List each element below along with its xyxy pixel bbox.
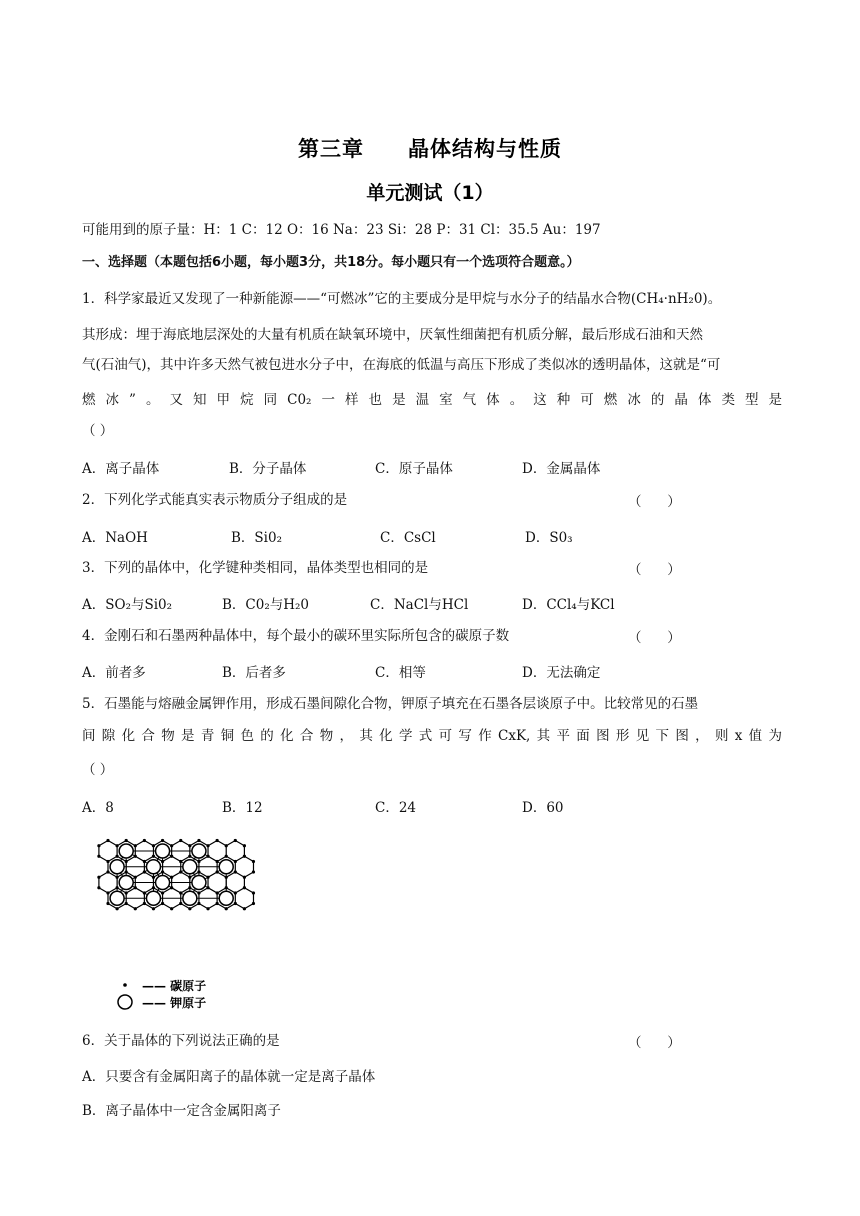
- potassium-atom: [119, 876, 133, 890]
- q3-stem: 3．下列的晶体中，化学键种类相同，晶体类型也相同的是: [82, 560, 429, 576]
- q1-option-a: A．离子晶体: [82, 461, 160, 477]
- carbon-atom: [197, 839, 200, 842]
- carbon-atom: [179, 839, 182, 842]
- q1-line-4: 燃冰”。又知甲烷同C0₂一样也是温室气体。这种可燃冰的晶体类型是: [82, 392, 782, 408]
- carbon-atom: [225, 844, 228, 847]
- q2-option-a: A．NaOH: [82, 530, 148, 546]
- q2-option-b: B．Si0₂: [231, 530, 282, 546]
- q5-option-d: D．60: [522, 800, 564, 816]
- carbon-atom: [97, 876, 100, 879]
- q5-line-1: 5．石墨能与熔融金属钾作用，形成石墨间隙化合物，钾原子填充在石墨各层谈原子中。比较常见的石墨: [82, 696, 699, 712]
- q6-option-b: B．离子晶体中一定含金属阳离子: [82, 1103, 281, 1119]
- carbon-atom: [243, 907, 246, 910]
- carbon-atom: [206, 907, 209, 910]
- carbon-atom: [134, 844, 137, 847]
- carbon-atom: [234, 839, 237, 842]
- q6-stem: 6．关于晶体的下列说法正确的是: [82, 1033, 280, 1049]
- q5-option-a: A．8: [82, 800, 114, 816]
- carbon-atom: [243, 844, 246, 847]
- carbon-atom: [106, 860, 109, 863]
- carbon-atom: [125, 839, 128, 842]
- carbon-atom: [206, 844, 209, 847]
- carbon-atom: [252, 902, 255, 905]
- q2-option-d: D．S0₃: [525, 530, 573, 546]
- carbon-atom: [152, 844, 155, 847]
- q4-option-c: C．相等: [375, 665, 426, 681]
- carbon-atom: [243, 876, 246, 879]
- q1-line-3: 气(石油气)，其中许多天然气被包进水分子中，在海底的低温与高压下形成了类似冰的透明晶体，这就是“可: [82, 357, 721, 373]
- potassium-atom: [110, 860, 124, 874]
- carbon-atom: [225, 907, 228, 910]
- q1-option-c: C．原子晶体: [375, 461, 453, 477]
- q5-option-b: B．12: [222, 800, 263, 816]
- carbon-atom: [234, 902, 237, 905]
- carbon-atom: [252, 870, 255, 873]
- carbon-atom: [106, 870, 109, 873]
- potassium-atom: [156, 844, 170, 858]
- carbon-atom: [188, 844, 191, 847]
- lattice-drawing: [97, 839, 255, 910]
- q3-option-c: C．NaCl与HCl: [370, 597, 469, 613]
- q5-answer-paren: （ ）: [82, 762, 114, 778]
- potassium-atom: [219, 891, 233, 905]
- potassium-atom: [110, 891, 124, 905]
- carbon-atom: [216, 839, 219, 842]
- carbon-atom: [179, 902, 182, 905]
- potassium-atom: [156, 876, 170, 890]
- carbon-atom: [115, 855, 118, 858]
- q1-line-2: 其形成：埋于海底地层深处的大量有机质在缺氧环境中，厌氧性细菌把有机质分解，最后形成石油和天然: [82, 327, 703, 343]
- q5-option-c: C．24: [375, 800, 417, 816]
- carbon-atom: [197, 902, 200, 905]
- carbon-atom: [115, 907, 118, 910]
- carbon-atom: [115, 844, 118, 847]
- q2-stem: 2．下列化学式能真实表示物质分子组成的是: [82, 492, 348, 508]
- q6-answer-paren: （ ）: [628, 1035, 681, 1051]
- legend-carbon-label: —— 碳原子: [142, 979, 207, 993]
- q4-option-a: A．前者多: [82, 665, 146, 681]
- carbon-atom: [188, 855, 191, 858]
- carbon-atom: [216, 902, 219, 905]
- atomic-masses-line: 可能用到的原子量：H：1 C：12 O：16 Na：23 Si：28 P：31 Cl：35.5 Au：197: [82, 222, 601, 238]
- carbon-atom: [125, 891, 128, 894]
- chapter-title: 第三章 晶体结构与性质: [298, 137, 562, 161]
- carbon-atom: [97, 855, 100, 858]
- carbon-atom: [234, 870, 237, 873]
- carbon-atom: [170, 907, 173, 910]
- potassium-atom: [192, 876, 206, 890]
- carbon-atom: [170, 844, 173, 847]
- carbon-atom: [197, 891, 200, 894]
- potassium-atom: [183, 860, 197, 874]
- carbon-atom: [188, 907, 191, 910]
- carbon-atom: [106, 891, 109, 894]
- carbon-atom: [143, 902, 146, 905]
- q6-option-a: A．只要含有金属阳离子的晶体就一定是离子晶体: [82, 1069, 376, 1085]
- q3-option-b: B．C0₂与H₂0: [222, 597, 310, 613]
- carbon-atom: [234, 860, 237, 863]
- potassium-atom: [192, 844, 206, 858]
- carbon-atom: [152, 855, 155, 858]
- carbon-atom: [106, 902, 109, 905]
- carbon-atom: [234, 891, 237, 894]
- q1-option-d: D．金属晶体: [522, 461, 601, 477]
- carbon-atom: [161, 902, 164, 905]
- graphite-lattice-figure: [92, 835, 282, 1015]
- carbon-atom: [161, 891, 164, 894]
- carbon-atom: [97, 886, 100, 889]
- q5-line-2: 间隙化合物是青铜色的化合物，其化学式可写作CxK,其平面图形见下图，则x值为: [82, 728, 782, 744]
- carbon-atom: [225, 855, 228, 858]
- potassium-atom: [219, 860, 233, 874]
- carbon-atom: [252, 860, 255, 863]
- test-subtitle: 单元测试（1）: [366, 182, 494, 204]
- carbon-atom: [97, 844, 100, 847]
- q2-answer-paren: （ ）: [628, 494, 681, 510]
- legend-potassium-label: —— 钾原子: [142, 996, 207, 1010]
- potassium-atom-legend-icon: [118, 995, 132, 1009]
- carbon-atom: [252, 891, 255, 894]
- section-heading: 一、选择题（本题包括6小题，每小题3分，共18分。每小题只有一个选项符合题意。）: [82, 255, 580, 270]
- q3-option-d: D．CCl₄与KCl: [522, 597, 615, 613]
- carbon-atom-legend-icon: [123, 983, 127, 987]
- carbon-atom: [106, 839, 109, 842]
- carbon-atom: [125, 902, 128, 905]
- q2-option-c: C．CsCl: [380, 530, 436, 546]
- carbon-atom: [152, 907, 155, 910]
- q1-option-b: B．分子晶体: [229, 461, 307, 477]
- q4-stem: 4．金刚石和石墨两种晶体中，每个最小的碳环里实际所包含的碳原子数: [82, 628, 510, 644]
- carbon-atom: [134, 907, 137, 910]
- carbon-atom: [243, 855, 246, 858]
- potassium-atom: [183, 891, 197, 905]
- carbon-atom: [243, 886, 246, 889]
- q1-line-1: 1．科学家最近又发现了一种新能源——“可燃冰”它的主要成分是甲烷与水分子的结晶水合物(CH₄·nH₂0)。: [82, 291, 722, 307]
- q3-answer-paren: （ ）: [628, 562, 681, 578]
- potassium-atom: [146, 891, 160, 905]
- carbon-atom: [161, 839, 164, 842]
- q4-option-b: B．后者多: [222, 665, 286, 681]
- q4-answer-paren: （ ）: [628, 630, 681, 646]
- potassium-atom: [119, 844, 133, 858]
- carbon-atom: [143, 839, 146, 842]
- q1-answer-paren: （ ）: [82, 423, 114, 439]
- q3-option-a: A．SO₂与Si0₂: [82, 597, 173, 613]
- q4-option-d: D．无法确定: [522, 665, 601, 681]
- potassium-atom: [146, 860, 160, 874]
